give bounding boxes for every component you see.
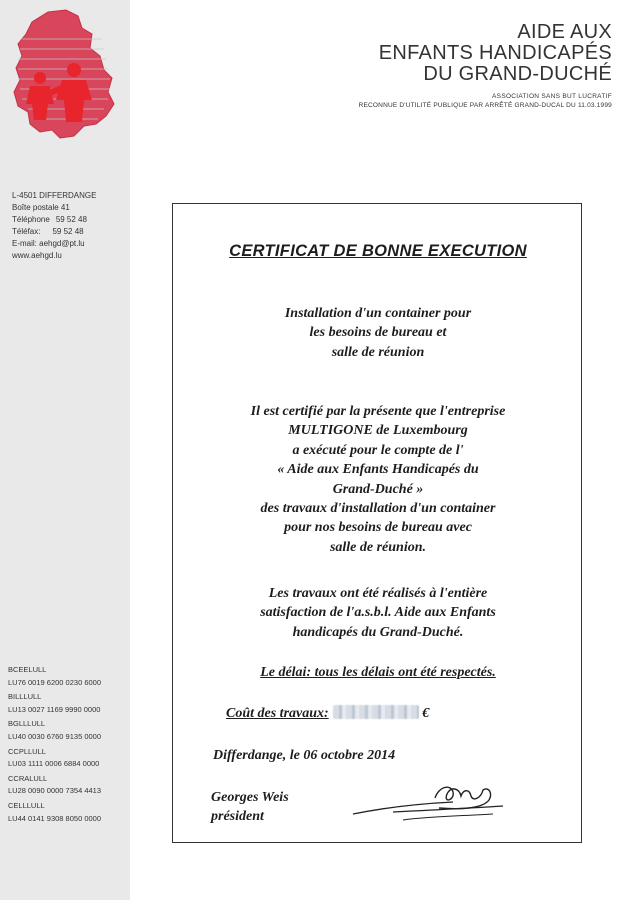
phone-label: Téléphone [12, 215, 50, 224]
body-line: a exécuté pour le compte de l' [292, 442, 464, 458]
org-name-line: ENFANTS HANDICAPÉS [378, 42, 612, 64]
org-name-line: AIDE AUX [517, 21, 612, 43]
letterhead-sidebar [0, 0, 130, 900]
cost-currency: € [422, 706, 430, 721]
body-line: des travaux d'installation d'un container [260, 501, 496, 517]
email: E-mail: aehgd@pt.lu [12, 239, 85, 248]
subject-paragraph [173, 304, 583, 362]
bank-code: CCPLLULL [8, 746, 46, 756]
bank-iban: LU03 1111 0006 6884 0000 [8, 759, 100, 769]
subject-line: Installation d'un container pour [284, 306, 472, 321]
bank-iban: LU44 0141 9308 8050 0000 [8, 813, 102, 823]
signatory-title: président [211, 809, 264, 824]
signatory-block [211, 788, 289, 826]
cost-label: Coût des travaux: [226, 706, 329, 721]
org-subtitle: ASSOCIATION SANS BUT LUCRATIF [492, 93, 612, 100]
organization-header [359, 22, 612, 109]
bank-code: CELLLULL [8, 800, 45, 810]
subject-line: salle de réunion [331, 344, 425, 360]
org-recognition: RECONNUE D'UTILITÉ PUBLIQUE PAR ARRÊTÉ GRAND-DUCAL DU 11.03.1999 [358, 102, 612, 109]
bank-code: CCRALULL [8, 773, 48, 783]
satisfaction-line: satisfaction de l'a.s.b.l. Aide aux Enfants [260, 605, 496, 621]
cost-line [226, 705, 429, 722]
phone-number: 59 52 48 [55, 215, 87, 224]
satisfaction-line: Les travaux ont été réalisés à l'entière [268, 586, 488, 601]
fax-number: 59 52 48 [52, 227, 84, 236]
subject-line: les besoins de bureau et [309, 325, 447, 341]
satisfaction-paragraph [173, 584, 583, 642]
bank-code: BCEELULL [8, 665, 47, 674]
phone-row [12, 214, 96, 226]
certificate-box [172, 203, 582, 843]
address: L-4501 DIFFERDANGE [12, 191, 97, 200]
delay-statement: Le délai: tous les délais ont été respectés. [260, 665, 496, 680]
satisfaction-line: handicapés du Grand-Duché. [292, 624, 464, 640]
body-line: Il est certifié par la présente que l'entreprise [250, 404, 506, 419]
certificate-title: CERTIFICAT DE BONNE EXECUTION [229, 242, 527, 260]
fax-label: Téléfax: [12, 227, 41, 236]
bank-code: BILLLULL [8, 692, 42, 702]
body-paragraph [173, 402, 583, 557]
handwritten-signature [343, 778, 513, 828]
fax-row [12, 226, 96, 238]
contact-block [12, 190, 96, 262]
website: www.aehgd.lu [12, 251, 62, 260]
bank-iban: LU28 0090 0000 7354 4413 [8, 786, 102, 796]
bank-iban: LU76 0019 6200 0230 6000 [8, 677, 102, 687]
body-line: MULTIGONE de Luxembourg [288, 423, 468, 439]
signatory-name: Georges Weis [211, 790, 289, 805]
place-date: Differdange, le 06 octobre 2014 [213, 748, 396, 763]
body-line: Grand-Duché » [332, 481, 424, 497]
bank-accounts [8, 664, 101, 827]
bank-iban: LU13 0027 1169 9990 0000 [8, 704, 101, 714]
org-name-line: DU GRAND-DUCHÉ [423, 63, 612, 85]
redacted-amount [333, 705, 419, 719]
luxembourg-map-logo-icon [8, 8, 120, 144]
bank-code: BGLLLULL [8, 719, 46, 729]
body-line: salle de réunion. [329, 539, 427, 555]
body-line: pour nos besoins de bureau avec [284, 520, 472, 536]
po-box: Boîte postale 41 [12, 203, 70, 212]
bank-iban: LU40 0030 6760 9135 0000 [8, 731, 102, 741]
body-line: « Aide aux Enfants Handicapés du [277, 462, 479, 478]
